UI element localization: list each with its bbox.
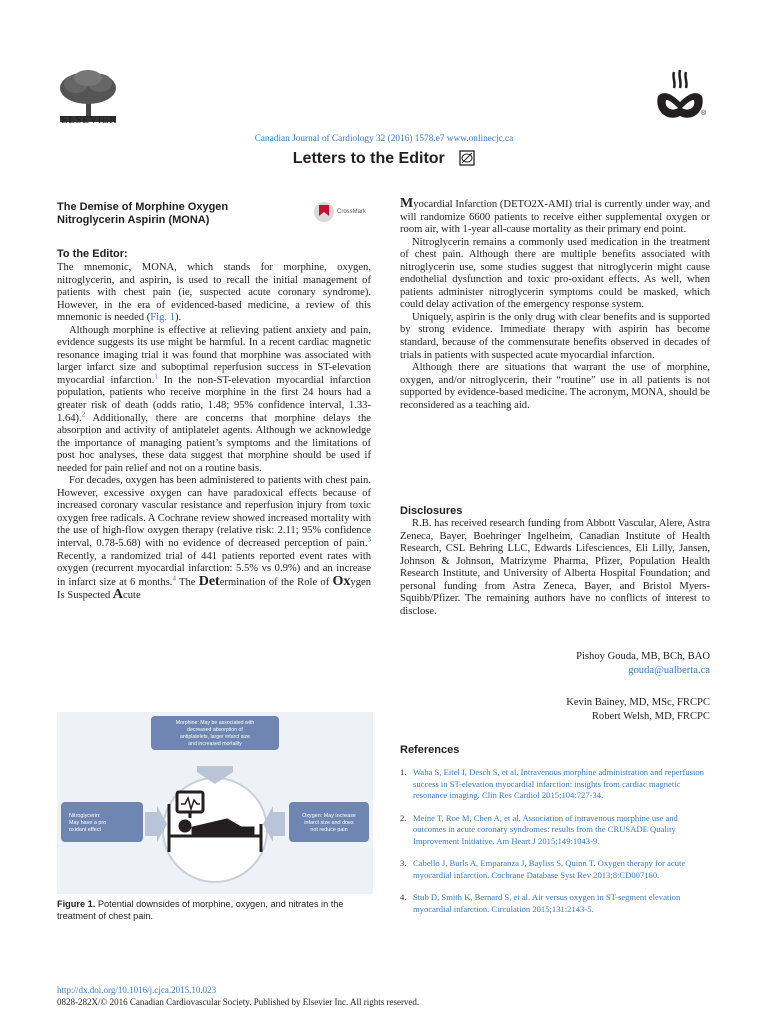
acronym-cap-det: Det [198, 573, 220, 589]
r1-text: yocardial Infarction (DETO2X-AMI) trial is currently under way, and will randomize 6600 patients to receive either supplemental oxygen or room air, with 1-year all-cause mortality as their primary end point. [400, 199, 710, 236]
paragraph-r4: Although there are situations that warrant the use of morphine, oxygen, and/or nitroglycerin, their “routine” use in all patients is not supported by evidence-based medicine. The acronym, MONA, should be reconsidered as a teaching aid. [400, 362, 710, 411]
paragraph-3 [57, 475, 371, 602]
letter-title-line2: Nitroglycerin Aspirin (MONA) [57, 214, 210, 226]
figure-1-link[interactable]: Fig. 1 [150, 312, 175, 324]
reference-item[interactable] [400, 767, 710, 802]
p2-text-a: Although morphine is effective at relieving patient anxiety and pain, evidence suggests its use might be harmful. In a recent cardiac magnetic resonance imaging trial it was found that morphine was associated with larger infarct size and suboptimal reperfusion success in ST-elevation myocardial infarction. [57, 324, 371, 386]
ref-1-link[interactable]: 1 [154, 372, 158, 381]
nitroglycerin-line2: May have a pro [69, 820, 107, 826]
section-title [0, 150, 768, 168]
acronym-rest-a: cute [123, 590, 141, 602]
acronym-cap-m: M [400, 196, 414, 211]
figure-1-diagram [57, 712, 373, 894]
reference-item[interactable] [400, 858, 710, 881]
ref-4-link[interactable]: 4 [172, 574, 176, 583]
reference-number: 3. [400, 858, 407, 868]
reference-text: Meine T, Roe M, Chen A, et al. Association of intravenous morphine use and outcomes in acute coronary syndromes: results from the CRUSADE Quality Improvement Initiative. Am Heart J 2015;149:1043-9. [413, 812, 678, 846]
salutation: To the Editor: [57, 248, 128, 260]
paragraph-r3: Uniquely, aspirin is the only drug with clear benefits and is supported by strong evidence. Immediate therapy with aspirin has become standard, because of the commensurate benefits observed in decades of trials in patients with suspected acute myocardial infarction. [400, 311, 710, 361]
registered-mark: ® [701, 110, 707, 117]
acronym-rest-det: ermination of the Role of [219, 576, 333, 588]
morphine-line3: antiplatelets, larger infarct size [179, 734, 251, 740]
morphine-line2: decreased absorption of [187, 727, 243, 733]
paragraph-r1 [400, 198, 710, 237]
acronym-rest-ox: ygen Is Suspected [57, 576, 371, 602]
oxygen-line1: Oxygen: May increase [302, 813, 356, 819]
disclosures-text [400, 518, 710, 618]
acronym-cap-ox: Ox [332, 573, 351, 589]
author-1: Pishoy Gouda, MB, BCh, BAO [576, 651, 710, 662]
p1-text-b: ). [175, 312, 182, 324]
journal-citation[interactable]: Canadian Journal of Cardiology 32 (2016) 1578.e7 www.onlinecjc.ca [254, 134, 514, 144]
crossmark-button[interactable] [313, 200, 371, 224]
section-title-text: Letters to the Editor [292, 150, 445, 167]
figure-caption-label: Figure 1. [57, 899, 96, 909]
ref-3-link[interactable]: 3 [367, 535, 371, 544]
reference-number: 4. [400, 892, 407, 902]
crossmark-label: CrossMark [337, 209, 367, 215]
publisher-name: ELSEVIER [61, 114, 117, 126]
oxygen-line2: infarct size and does [304, 820, 354, 826]
p3-text-b: Recently, a randomized trial of 441 patients reported event rates with oxygen (recurrent myocardial infarction: 5.5% vs 0.9%) and an increase in infarct size at 6 months. [57, 550, 371, 588]
oxygen-line3: not reduce pain [310, 827, 348, 833]
reference-text: Stub D, Smith K, Bernard S, et al. Air versus oxygen in ST-segment elevation myocardial infarction. Circulation 2015;131:2143-5. [413, 892, 681, 914]
reference-text: Waha S, Eitel I, Desch S, et al. Intravenous morphine administration and reperfusion success in ST-elevation myocardial infarction: insights from cardiac magnetic resonance imaging. Clin Res Cardiol 2015;104:727-34. [413, 767, 704, 800]
crossmark-icon [313, 201, 335, 223]
nitroglycerin-line3: oxidant effect [69, 827, 101, 833]
paragraph-r2: Nitroglycerin remains a commonly used medication in the treatment of chest pain. Although there are multiple benefits associated with nitroglycerin use, some studies suggest that nitroglycerin might cause endothelial dysfunction and toxic pro-oxidant effects. As well, when patients administer nitroglycerin symptoms could be masked, which could delay activation of the emergency response system. [400, 236, 710, 311]
p3-text-c: The [175, 576, 199, 588]
nitroglycerin-line1: Nitroglycerin: [69, 813, 101, 819]
paragraph-1 [57, 262, 371, 325]
letter-title-line1: The Demise of Morphine Oxygen [57, 201, 229, 213]
ref-2-link[interactable]: 2 [81, 410, 86, 419]
reference-text: Cabello J, Burls A, Emparanza J, Bayliss S, Quinn T. Oxygen therapy for acute myocardial infarction. Cochrane Database Syst Rev 2013;8:CD007160. [413, 858, 686, 880]
author-2: Kevin Bainey, MD, MSc, FRCPC [566, 697, 710, 708]
acronym-cap-a: A [112, 587, 124, 603]
morphine-line4: and increased mortality [188, 741, 242, 747]
p3-text-a: For decades, oxygen has been administered to patients with chest pain. However, excessive oxygen can have paradoxical effects because of increased coronary vascular resistance and reperfusion injury from toxic oxygen free radicals. A Cochrane review showed increased mortality with the use of high-flow oxygen therapy (relative risk: 2.11; 95% confidence interval, 0.78-5.68) with no evidence of decreased perception of pain. [57, 475, 371, 550]
figure-caption-text: Potential downsides of morphine, oxygen, and nitrates in the treatment of chest pain. [57, 899, 344, 921]
disclosures-heading: Disclosures [400, 505, 463, 517]
figure-caption [57, 899, 373, 922]
letters-icon [459, 150, 475, 166]
references-heading: References [400, 744, 460, 756]
doi-link[interactable]: http://dx.doi.org/10.1016/j.cjca.2015.10.023 [57, 985, 217, 995]
reference-number: 2. [400, 812, 407, 823]
author-email-link[interactable]: gouda@ualberta.ca [628, 665, 710, 676]
p2-text-c: Additionally, there are concerns that morphine delays the absorption and activity of antiplatelet agents. Although we acknowledge the importance of managing patient’s symptoms and the limitations of post hoc analyses, these data suggest that morphine should be used if needed for pain relief and not on a routine basis. [57, 412, 371, 474]
p1-text-a: The mnemonic, MONA, which stands for morphine, oxygen, nitroglycerin, and aspirin, is used to recall the initial management of patients with chest pain (ie, suspected acute coronary syndrome). However, in the era of evidenced-based medicine, a review of this mnemonic is needed ( [57, 262, 371, 324]
paragraph-2 [57, 325, 371, 476]
letter-body-right [400, 198, 710, 412]
letter-body-left [57, 262, 371, 603]
letter-title [57, 201, 277, 227]
disclosures-paragraph: R.B. has received research funding from Abbott Vascular, Alere, Astra Zeneca, Bayer, Boehringer Ingelheim, Canadian Institute of Health Research, CSL Behring LLC, Edwards Lifesciences, Eli Lilly, Jansen, Johnson & Johnson, Matrizyme Pharma, Pfizer, Population Health Research Institute, and University of Alberta Hospital Foundation; and personal funding from Astra Zeneca, Bayer, and Bristol Myers-Squibb/Pfizer. The remaining authors have no conflicts of interest to disclose. [400, 518, 710, 617]
copyright: 0828-282X/© 2016 Canadian Cardiovascular Society. Published by Elsevier Inc. All rights reserved. [57, 997, 420, 1007]
p2-text-b: In the non-ST-elevation myocardial infarction population, patients who receive morphine in the first 24 hours had a greater risk of death (odds ratio, 1.48; 95% confidence interval, 1.33-1.64). [57, 374, 371, 424]
author-3: Robert Welsh, MD, FRCPC [591, 711, 710, 722]
reference-number: 1. [400, 767, 407, 777]
morphine-line1: Morphine: May be associated with [175, 720, 255, 726]
references-list [400, 767, 710, 926]
reference-item[interactable] [400, 892, 710, 915]
reference-item[interactable] [400, 813, 710, 848]
